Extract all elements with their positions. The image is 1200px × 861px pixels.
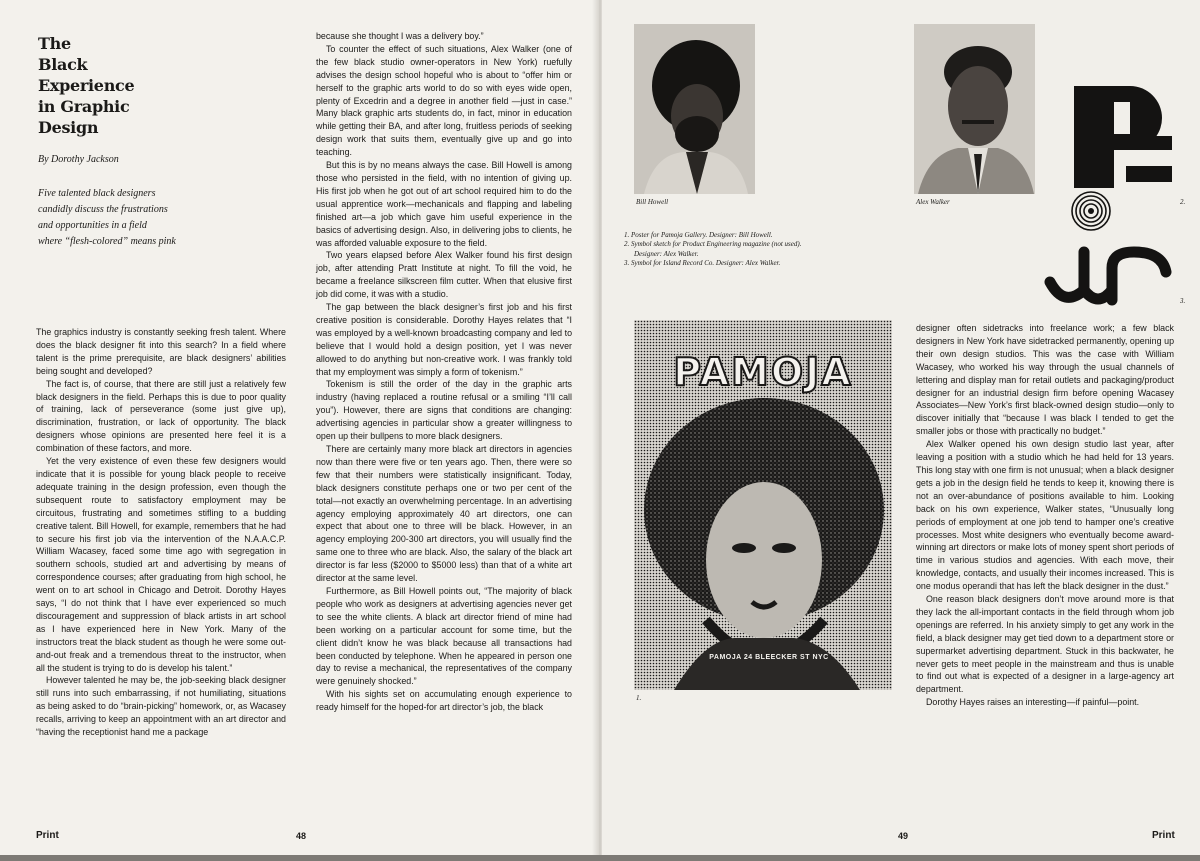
title-line: Design [38,118,99,137]
photo-caption-alex-walker: Alex Walker [916,198,950,206]
page-bottom-edge [0,855,1200,861]
alex-walker-photo [914,24,1035,194]
body-column-3 [916,322,1174,709]
body-column-1 [36,326,286,739]
paragraph: One reason black designers don’t move around more is that they lack the all-important contacts in the field through whom job openings are referred. In his anxiety simply to get any work in the field, a black designer may get tied down to a department store or supermarket advertising department. Stuck in this backwater, he never gets to meet people in the mainstream and thus is unable to find out what is expected of a designer in a large-agency art department. [916,594,1174,695]
paragraph: There are certainly many more black art directors in agencies now than there were five or ten years ago. Then, there were so few that their numbers were statistically insignificant. Today, black designers constitute perhaps one or two per cent of the total—not exactly an overwhelming percentage. In an advertising agency employing approximately 40 art directors, one can expect that about one to three will be black. However, in an agency employing 200-300 art directors, you will usually find the same one to three who are black. Also, the salary of the black art director is far less ($2000 to $5000 less) than that of a white art director at the same level. [316,444,572,584]
byline: By Dorothy Jackson [38,154,119,165]
concentric-circles-mark [1070,190,1112,232]
deck-line: where “flesh-colored” means pink [38,236,176,247]
deck-line: candidly discuss the frustrations [38,204,168,215]
poster-title: PAMOJA [673,350,853,394]
paragraph: However talented he may be, the job-seeking black designer still runs into such embarrassing, if not humiliating, situations as being asked to do “brain-picking” homework, or, as Wacasey recalls, arriving to keep an appointment with an art director and “having the receptionist hand me a package [36,675,286,738]
article-deck [38,186,258,250]
paragraph: Furthermore, as Bill Howell points out, “The majority of black people who work as designers at advertising agencies never get to see the white clients. A black art director friend of mine had been working on a particular account for some time, but the client didn’t know he was black because all transactions had been conducted by telephone. When he appeared in person one day to revise a mechanical, the representatives of the company were genuinely shocked.” [316,585,572,687]
right-page [602,0,1200,861]
photo-caption-bill-howell: Bill Howell [636,198,669,206]
paragraph: Tokenism is still the order of the day in the graphic arts industry (having replaced a routine refusal or a smiling “I’ll call you”). However, there are signs that conditions are changing: advertising agencies in particular show a greater willingness to open up their bullpens to more black designers. [316,379,572,442]
figure-number-2: 2. [1180,198,1186,206]
page-number-right: 49 [898,831,909,841]
paragraph: Dorothy Hayes raises an interesting—if painful—point. [926,697,1140,708]
paragraph: Alex Walker opened his own design studio last year, after leaving a position with a studio which he had held for 13 years. This long stay with one firm is not unusual; when a black designer gets a job in the design field he tends to keep it, knowing there is not an over-abundance of positions available to him. Looking back on his own experience, Walker states, “Unusually long periods of employment at one job tend to hamper one’s creative processes. Most white designers who eventually become award-winning art directors or make lots of money spent short periods of time in various studios and agencies. With each move, their knowledge, contacts, and usually their incomes increased. This is one modus operandi that has left the black designer in the dust.” [916,439,1175,592]
paragraph: Yet the very existence of even these few designers would indicate that it is possible for young black people to receive adequate training in the design profession, even though the subsequent route to satisfactory employment may be circuitous, frustrating and sometimes stifling to a budding creative talent. Bill Howell, for example, remembers that he had to secure his first job via the intervention of the N.A.A.C.P. William Wacasey, faced some time ago with segregation in southern schools, studied art and advertising by means of correspondence courses; after graduating from high school, he went on to art school in Chicago and Detroit. Dorothy Hayes says, “I do not think that I have ever experienced so much discouragement and suppression of black artists in art school as I have experienced here in New York. Many of the instructors treat the black student as though he were some out-and-out freak and a tremendous threat to the instructor, when all the student is trying to do is develop his talent.” [36,456,286,673]
title-line: Experience [38,76,135,95]
article-title [38,33,158,138]
paragraph: The fact is, of course, that there are still just a relatively few black designers in the field. Perhaps this is due to poor quality of training, lack of perseverance (some just give up), discrimination, frustration, or lack of opportunity. The black designers whose opinions are presented here feel it is a combination of these factors, and more. [36,378,286,454]
paragraph: Two years elapsed before Alex Walker found his first design job, after attending Pratt Institute at night. To fill the void, he became a freelance silkscreen film cutter. When that elusive first job did come, it was with a studio. [316,250,572,300]
folio-right: Print [1152,830,1175,841]
caption-item: 2. Symbol sketch for Product Engineering magazine (not used). Designer: Alex Walker. [624,240,802,258]
folio-left: Print [36,830,59,841]
paragraph: With his sights set on accumulating enough experience to ready himself for the hoped-for art director’s job, the black [316,689,572,713]
caption-item: 3. Symbol for Island Record Co. Designer: Alex Walker. [624,258,781,267]
figure-number-3: 3. [1180,297,1186,305]
bill-howell-photo [634,24,755,194]
symbol-sketch-logo [1070,82,1180,192]
title-line: Black [38,55,88,74]
portrait-illustration [914,24,1035,194]
deck-line: Five talented black designers [38,188,156,199]
page-number-left: 48 [296,831,307,841]
paragraph: The gap between the black designer’s first job and his first creative position is considerable. Dorothy Hayes relates that “I was employed by a well-known broadcasting company and led to believe that I would hold a design position, yet I was never allowed to do anything but non-creative work. I was frankly told that my employment was simply a form of tokenism.” [316,302,572,377]
body-column-2 [316,30,572,714]
title-line: in Graphic [38,97,130,116]
paragraph: To counter the effect of such situations, Alex Walker (one of the few black studio owner-operators in New York) ruefully advises the design school hopeful who is about to “offer him or herself to the graphic arts world to do so with eyes wide open, plenty of Excedrin and a degree in another field —just in case.” Many black graphic arts students do, in fact, minor in education while getting their BA, and after long, fruitless periods of seeking design work that suits them, eventually give up and go into teaching. [316,43,572,158]
poster-necklace-text: PAMOJA 24 BLEECKER ST NYC [709,654,829,661]
title-line: The [38,34,71,53]
pamoja-poster [634,320,892,690]
deck-line: and opportunities in a field [38,220,147,231]
paragraph: The graphics industry is constantly seeking fresh talent. Where does the black designer fit into this search? In a field where talent is the prime prerequisite, are black designers’ abilities being sought and developed? [36,327,286,376]
paragraph: designer often sidetracks into freelance work; a few black designers in New York have sidetracked permanently, opening up their own design studios. This was the case with William Wacasey, who worked his way through the usual channels of lettering and display man for retail outlets and packaging/product designer for an industrial design firm before opening Wacasey Associates—New York’s first black-owned design studio—only to discover initially that “because I was black I tended to get the smaller jobs or those with practically no budget.” [916,323,1174,437]
paragraph: But this is by no means always the case. Bill Howell is among those who persisted in the field, with no intention of giving up. His first job when he got out of art school required him to do the usual apprentice work—mechanicals and flapping and labeling finished art—a job which gave him useful experience in the basics of advertising design. Also, in delivering jobs to clients, he was afforded valuable exposure to the field. [316,160,572,248]
left-page [0,0,598,861]
paragraph: because she thought I was a delivery boy.” [316,31,484,41]
figure-number-1: 1. [636,694,642,702]
caption-item: 1. Poster for Pamoja Gallery. Designer: Bill Howell. [624,231,773,239]
figure-captions [624,231,824,268]
portrait-illustration [634,24,755,194]
island-record-logo [1042,238,1178,310]
